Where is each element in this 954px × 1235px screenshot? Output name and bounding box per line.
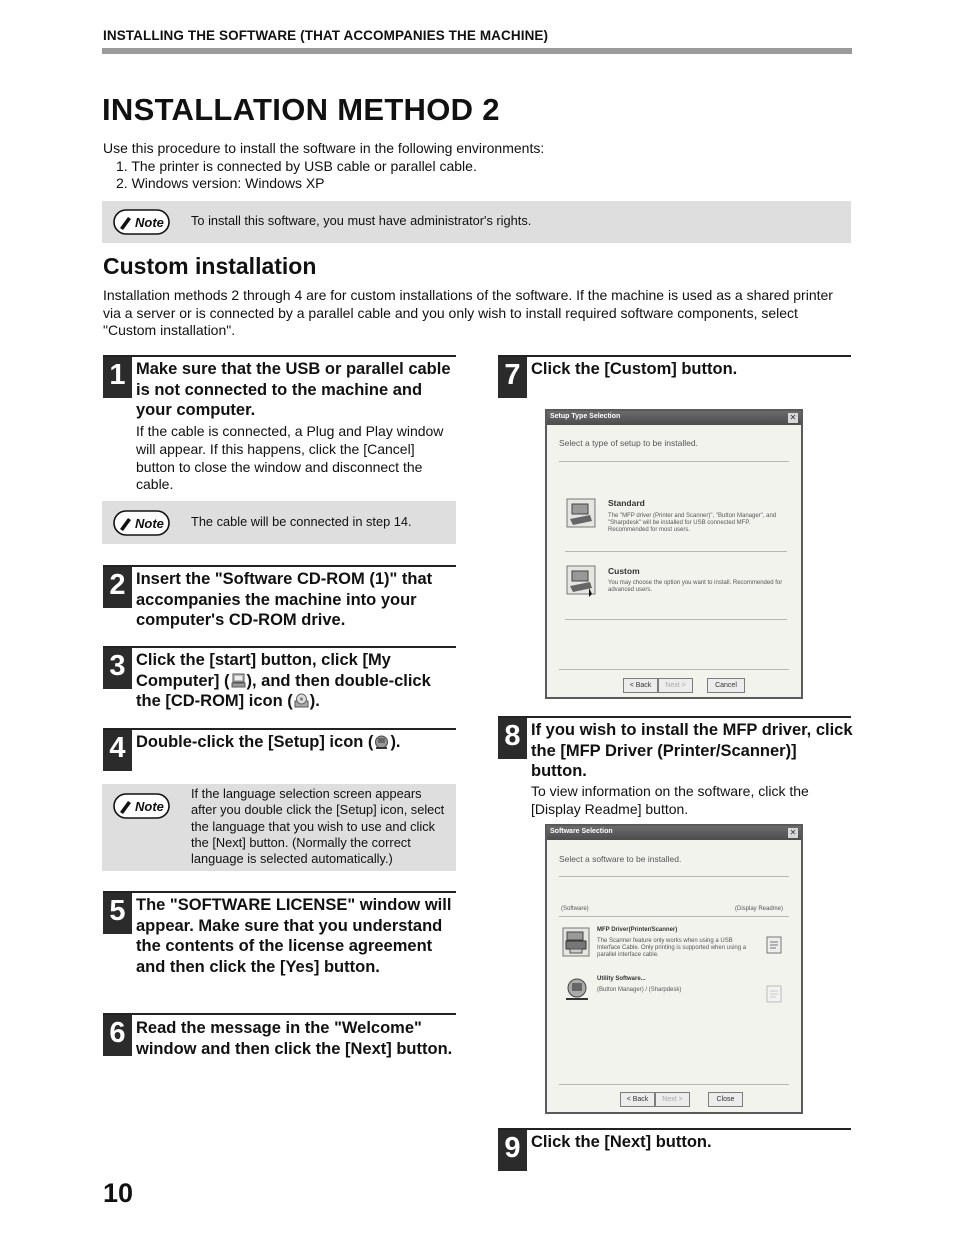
window-titlebar: [547, 826, 801, 840]
step-9-rule: [498, 1128, 851, 1130]
divider: [559, 461, 789, 462]
custom-setup-icon[interactable]: [565, 564, 597, 598]
divider: [565, 551, 787, 552]
close-icon[interactable]: ✕: [789, 828, 797, 837]
readme-icon[interactable]: [766, 936, 782, 954]
next-button[interactable]: Next >: [655, 1092, 690, 1107]
step-8-body: To view information on the software, click the [Display Readme] button.: [531, 783, 809, 817]
step-3-rule: [103, 646, 456, 648]
step-8-title: If you wish to install the MFP driver, click the [MFP Driver (Printer/Scanner)] button.: [531, 721, 853, 781]
mfp-driver-title: MFP Driver(Printer/Scanner): [597, 927, 678, 933]
step-4-title-part-b: ).: [390, 733, 401, 751]
svg-text:Note: Note: [135, 799, 164, 814]
standard-option-title: Standard: [608, 498, 645, 508]
step-5-number: 5: [103, 893, 132, 934]
custom-option-desc: You may choose the option you want to install. Recommended for advanced users.: [608, 580, 783, 593]
step-5-rule: [103, 891, 456, 893]
step-2-rule: [103, 565, 456, 567]
step-6-number: 6: [103, 1015, 132, 1056]
step-3-number: 3: [103, 648, 132, 689]
step-1-title: Make sure that the USB or parallel cable is not connected to the machine and your computer.: [136, 360, 451, 420]
step-5-title: The "SOFTWARE LICENSE" window will appear. Make sure that you understand the contents of the license agreement and then click the [Yes] button.: [136, 896, 452, 977]
note-icon: [113, 209, 170, 235]
step-1-rule: [103, 355, 456, 357]
step-3-title-part-b: ), and then double-click the [CD-ROM] icon (: [136, 671, 431, 711]
window-title: Setup Type Selection: [550, 413, 621, 420]
standard-setup-icon[interactable]: [565, 497, 597, 529]
step-3-title-part-a: Click the [start] button, click [My Computer] (: [136, 651, 391, 690]
note-text-step-1: The cable will be connected in step 14.: [191, 514, 412, 529]
section-title: Custom installation: [103, 253, 317, 279]
custom-option-title: Custom: [608, 566, 640, 576]
intro-item-1: 1. The printer is connected by USB cable or parallel cable.: [116, 157, 477, 174]
step-9-number: 9: [498, 1130, 527, 1171]
step-4-title-part-a: Double-click the [Setup] icon (: [136, 733, 374, 751]
note-box-step-4: [102, 784, 456, 871]
intro-item-2: 2. Windows version: Windows XP: [116, 175, 325, 191]
svg-text:Note: Note: [135, 516, 164, 531]
note-icon: [113, 793, 170, 819]
svg-text:Note: Note: [135, 215, 164, 230]
step-1-body: If the cable is connected, a Plug and Play window will appear. If this happens, click the [Cancel] button to close the window and disconnect the cable.: [136, 423, 444, 493]
divider: [565, 619, 787, 620]
back-button[interactable]: < Back: [623, 678, 658, 693]
page-title: INSTALLATION METHOD 2: [102, 92, 500, 127]
utility-software-desc: (Button Manager) / (Sharpdesk): [597, 987, 682, 993]
step-1-number: 1: [103, 357, 132, 398]
note-text-admin: To install this software, you must have administrator's rights.: [191, 213, 532, 228]
section-text: Installation methods 2 through 4 are for custom installations of the software. If the machine is used as a shared printer via a server or is connected by a parallel cable and you only wish to install required software components, select "Custom installation".: [103, 287, 833, 338]
readme-icon-disabled[interactable]: [766, 985, 782, 1003]
close-icon[interactable]: ✕: [789, 413, 797, 422]
step-3-title-part-c: ).: [309, 692, 320, 711]
standard-option-desc: The "MFP driver (Printer and Scanner)", "Button Manager", and "Sharpdesk" will be installed for USB connected MFP. Recommended for most users.: [608, 513, 777, 533]
step-6-title: Read the message in the "Welcome" window and then click the [Next] button.: [136, 1019, 453, 1058]
note-box-admin: [102, 201, 851, 243]
divider: [559, 1084, 789, 1085]
divider: [559, 669, 789, 670]
setup-type-selection-screenshot: [545, 409, 803, 699]
divider: [559, 916, 789, 917]
step-4-number: 4: [103, 730, 132, 771]
intro: [103, 140, 544, 193]
step-8-rule: [498, 716, 851, 718]
window-title: Software Selection: [550, 828, 613, 835]
software-prompt: Select a software to be installed.: [559, 854, 682, 864]
software-selection-screenshot: [545, 824, 803, 1114]
utility-software-title: Utility Software...: [597, 976, 646, 982]
setup-icon: [373, 733, 390, 750]
next-button[interactable]: Next >: [658, 678, 693, 693]
step-7-rule: [498, 355, 851, 357]
note-text-step-4: If the language selection screen appears after you double click the [Setup] icon, select the language that you wish to use and click the [Next] button. (Normally the correct language is selected automatically.): [191, 786, 445, 867]
step-8-number: 8: [498, 718, 527, 759]
close-button[interactable]: Close: [708, 1092, 743, 1107]
running-header: INSTALLING THE SOFTWARE (THAT ACCOMPANIES THE MACHINE): [103, 28, 549, 43]
divider: [559, 876, 789, 877]
step-9-title: Click the [Next] button.: [531, 1133, 712, 1151]
step-2-number: 2: [103, 567, 132, 608]
mfp-driver-desc: The Scanner feature only works when using a USB Interface Cable. Only printing is supported when using a parallel interface cable.: [597, 938, 747, 958]
back-button[interactable]: < Back: [620, 1092, 655, 1107]
step-6-rule: [103, 1013, 456, 1015]
utility-software-icon[interactable]: [563, 976, 591, 1002]
setup-prompt: Select a type of setup to be installed.: [559, 438, 698, 448]
page-number: 10: [103, 1178, 134, 1208]
step-7-title: Click the [Custom] button.: [531, 360, 738, 378]
readme-column-header: (Display Readme): [735, 906, 784, 912]
cancel-button[interactable]: Cancel: [707, 678, 745, 693]
my-computer-icon: [230, 672, 247, 689]
step-4-rule: [103, 728, 456, 730]
note-box-step-1: [102, 501, 456, 544]
cd-rom-icon: [293, 692, 310, 709]
window-titlebar: [547, 411, 801, 425]
step-2-title: Insert the "Software CD-ROM (1)" that accompanies the machine into your computer's CD-ROM drive.: [136, 570, 433, 630]
mfp-driver-icon[interactable]: [561, 926, 591, 958]
note-icon: [113, 510, 170, 536]
step-7-number: 7: [498, 357, 527, 398]
software-column-header: (Software): [561, 906, 589, 912]
header-rule: [102, 48, 852, 54]
step-4-title: [136, 732, 458, 753]
step-3-title: [136, 650, 458, 712]
intro-lead: Use this procedure to install the software in the following environments:: [103, 140, 545, 156]
